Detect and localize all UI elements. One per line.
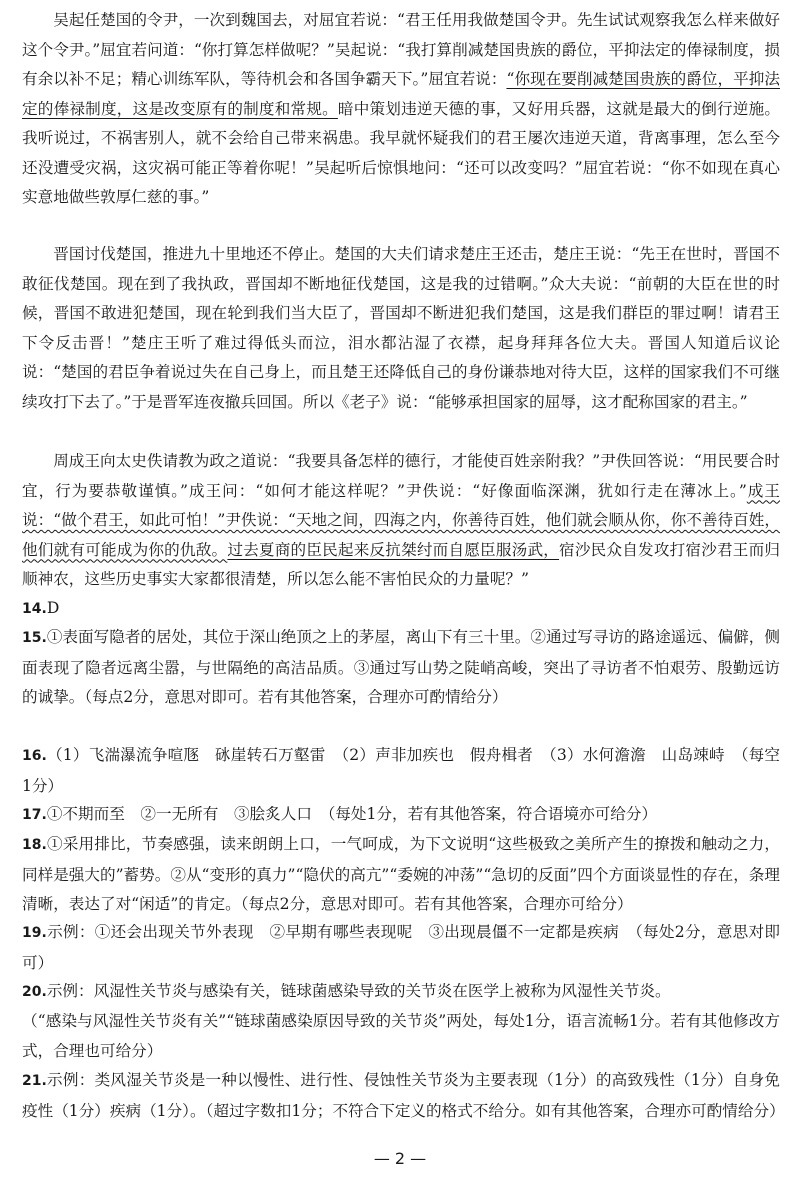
translation-text: 晋国讨伐楚国，推进九十里地还不停止。楚国的大夫们请求楚庄王还击，楚庄王说：“先王在世时，晋国不敢征伐楚国。现在到了我执政，晋国却不断地征伐楚国，这是我的过错啊。”众大夫说：“前朝的大臣在世的时候，晋国不敢进犯楚国，现在轮到我们当大臣了，晋国却不断进犯我们楚国，这是我们群臣的罪过啊！请君王下令反击晋！”楚庄王听了难过得低头而泣，泪水都沾湿了衣襟，起身拜拜各位大夫。晋国人知道后议论说：“楚国的君臣争着说过失在自己身上，而且楚王还降低自己的身份谦恭地对待大臣，这样的国家我们不可继续攻打下去了。”于是晋军连夜撤兵回国。所以《老子》说：“能够承担国家的屈辱，这才配称国家的君主。” <box>22 245 780 411</box>
translation-text: 宿沙民众自发攻打宿沙君王而归顺神农，这些历史事实大家都很清楚，所以怎么能不害怕民众的力量呢？” <box>22 540 780 588</box>
question-number: 19. <box>22 925 47 941</box>
question-number: 17. <box>22 807 47 823</box>
answer-19 <box>22 918 780 978</box>
translation-text: 暗中策划违逆天德的事，又好用兵器，这就是最大的倒行逆施。我听说过，不祸害别人，就不会给自己带来祸患。我早就怀疑我们的君王屡次违逆天道，背离事理，怎么至今还没遭受灾祸，这灾祸可能正等着你呢！”吴起听后惊惧地问：“还可以改变吗？”屈宜若说：“你不如现在真心实意地做些敦厚仁慈的事。” <box>22 99 780 206</box>
page-number: — 2 — <box>373 1149 427 1168</box>
answer-text: 示例：①还会出现关节外表现 ②早期有哪些表现呢 ③出现晨僵不一定都是疾病 （每处2分，意思对即可） <box>22 923 780 972</box>
answer-text: ①采用排比，节奏感强，读来朗朗上口，一气呵成，为下文说明“这些极致之美所产生的撩拨和触动之力，同样是强大的”蓄势。②从“变形的真力”“隐伏的高亢”“委婉的冲荡”“急切的反面”四个方面谈显性的存在，条理清晰，表达了对“闲适”的肯定。（每点2分，意思对即可。若有其他答案，合理亦可给分） <box>22 835 780 913</box>
answer-15 <box>22 623 780 713</box>
answer-text: ①表面写隐者的居处，其位于深山绝顶之上的茅屋，离山下有三十里。②通过写寻访的路途遥远、偏僻，侧面表现了隐者远离尘嚣，与世隔绝的高洁品质。③通过写山势之陡峭高峻，突出了寻访者不怕艰劳、殷勤远访的诚挚。（每点2分，意思对即可。若有其他答案，合理亦可酌情给分） <box>22 628 780 706</box>
answer-16 <box>22 741 780 801</box>
answer-21 <box>22 1066 785 1126</box>
translation-text: 周成王向太史佚请教为政之道说：“我要具备怎样的德行，才能使百姓亲附我？”尹佚回答说：“用民要合时宜，行为要恭敬谨慎。”成王问：“如何才能这样呢？”尹佚说：“好像面临深渊，犹如行走在薄冰上。” <box>22 452 780 500</box>
answer-18 <box>22 830 780 920</box>
question-number: 21. <box>22 1073 47 1089</box>
underlined-sentence: “你现在要削减楚国贵族的爵位，平抑法定的俸禄制度，这是改变原有的制度和常规。 <box>22 70 780 118</box>
question-number: 14. <box>22 601 47 617</box>
translation-paragraph-1 <box>22 6 780 213</box>
answer-text: 示例：类风湿关节炎是一种以慢性、进行性、侵蚀性关节炎为主要表现（1分）的高致残性（1分）自身免疫性（1分）疾病（1分）。（超过字数扣1分；不符合下定义的格式不给分。如有其他答案，合理亦可酌情给分） <box>22 1071 785 1120</box>
question-number: 20. <box>22 984 47 1000</box>
scoring-note: （“感染与风湿性关节炎有关”“链球菌感染原因导致的关节炎”两处，每处1分，语言流畅1分。若有其他修改方式，合理也可给分） <box>22 1012 780 1060</box>
answer-text: ①不期而至 ②一无所有 ③脍炙人口 （每处1分，若有其他答案，符合语境亦可给分） <box>46 805 658 823</box>
answer-20 <box>22 977 780 1008</box>
question-number: 16. <box>22 748 47 764</box>
wavy-underlined-sentence: 成王说：“做个君王，如此可怕！”尹佚说：“天地之间，四海之内，你善待百姓，他们就会顺从你，你不善待百姓，他们就有可能成为你的仇敌。 <box>22 481 780 559</box>
translation-paragraph-2 <box>22 240 780 417</box>
answer-text: 示例：风湿性关节炎与感染有关，链球菌感染导致的关节炎在医学上被称为风湿性关节炎。 <box>46 982 671 1000</box>
question-number: 15. <box>22 630 47 646</box>
translation-text: 吴起任楚国的令尹，一次到魏国去，对屈宜若说：“君王任用我做楚国令尹。先生试试观察我怎么样来做好这个令尹。”屈宜若问道：“你打算怎样做呢？”吴起说：“我打算削减楚国贵族的爵位，平抑法定的俸禄制度，损有余以补不足；精心训练军队，等待机会和各国争霸天下。”屈宜若说： <box>22 11 780 88</box>
translation-paragraph-3 <box>22 447 780 595</box>
answer-text: D <box>46 599 60 617</box>
answer-17 <box>22 800 780 831</box>
answer-text: （1）飞湍瀑流争喧豗 砯崖转石万壑雷 （2）声非加疾也 假舟楫者 （3）水何澹澹 山岛竦峙 （每空1分） <box>22 746 780 795</box>
answer-14 <box>22 594 780 625</box>
underlined-sentence: 过去夏商的臣民起来反抗桀纣而自愿臣服汤武， <box>227 540 560 559</box>
answer-20-note <box>22 1007 780 1066</box>
question-number: 18. <box>22 837 47 853</box>
